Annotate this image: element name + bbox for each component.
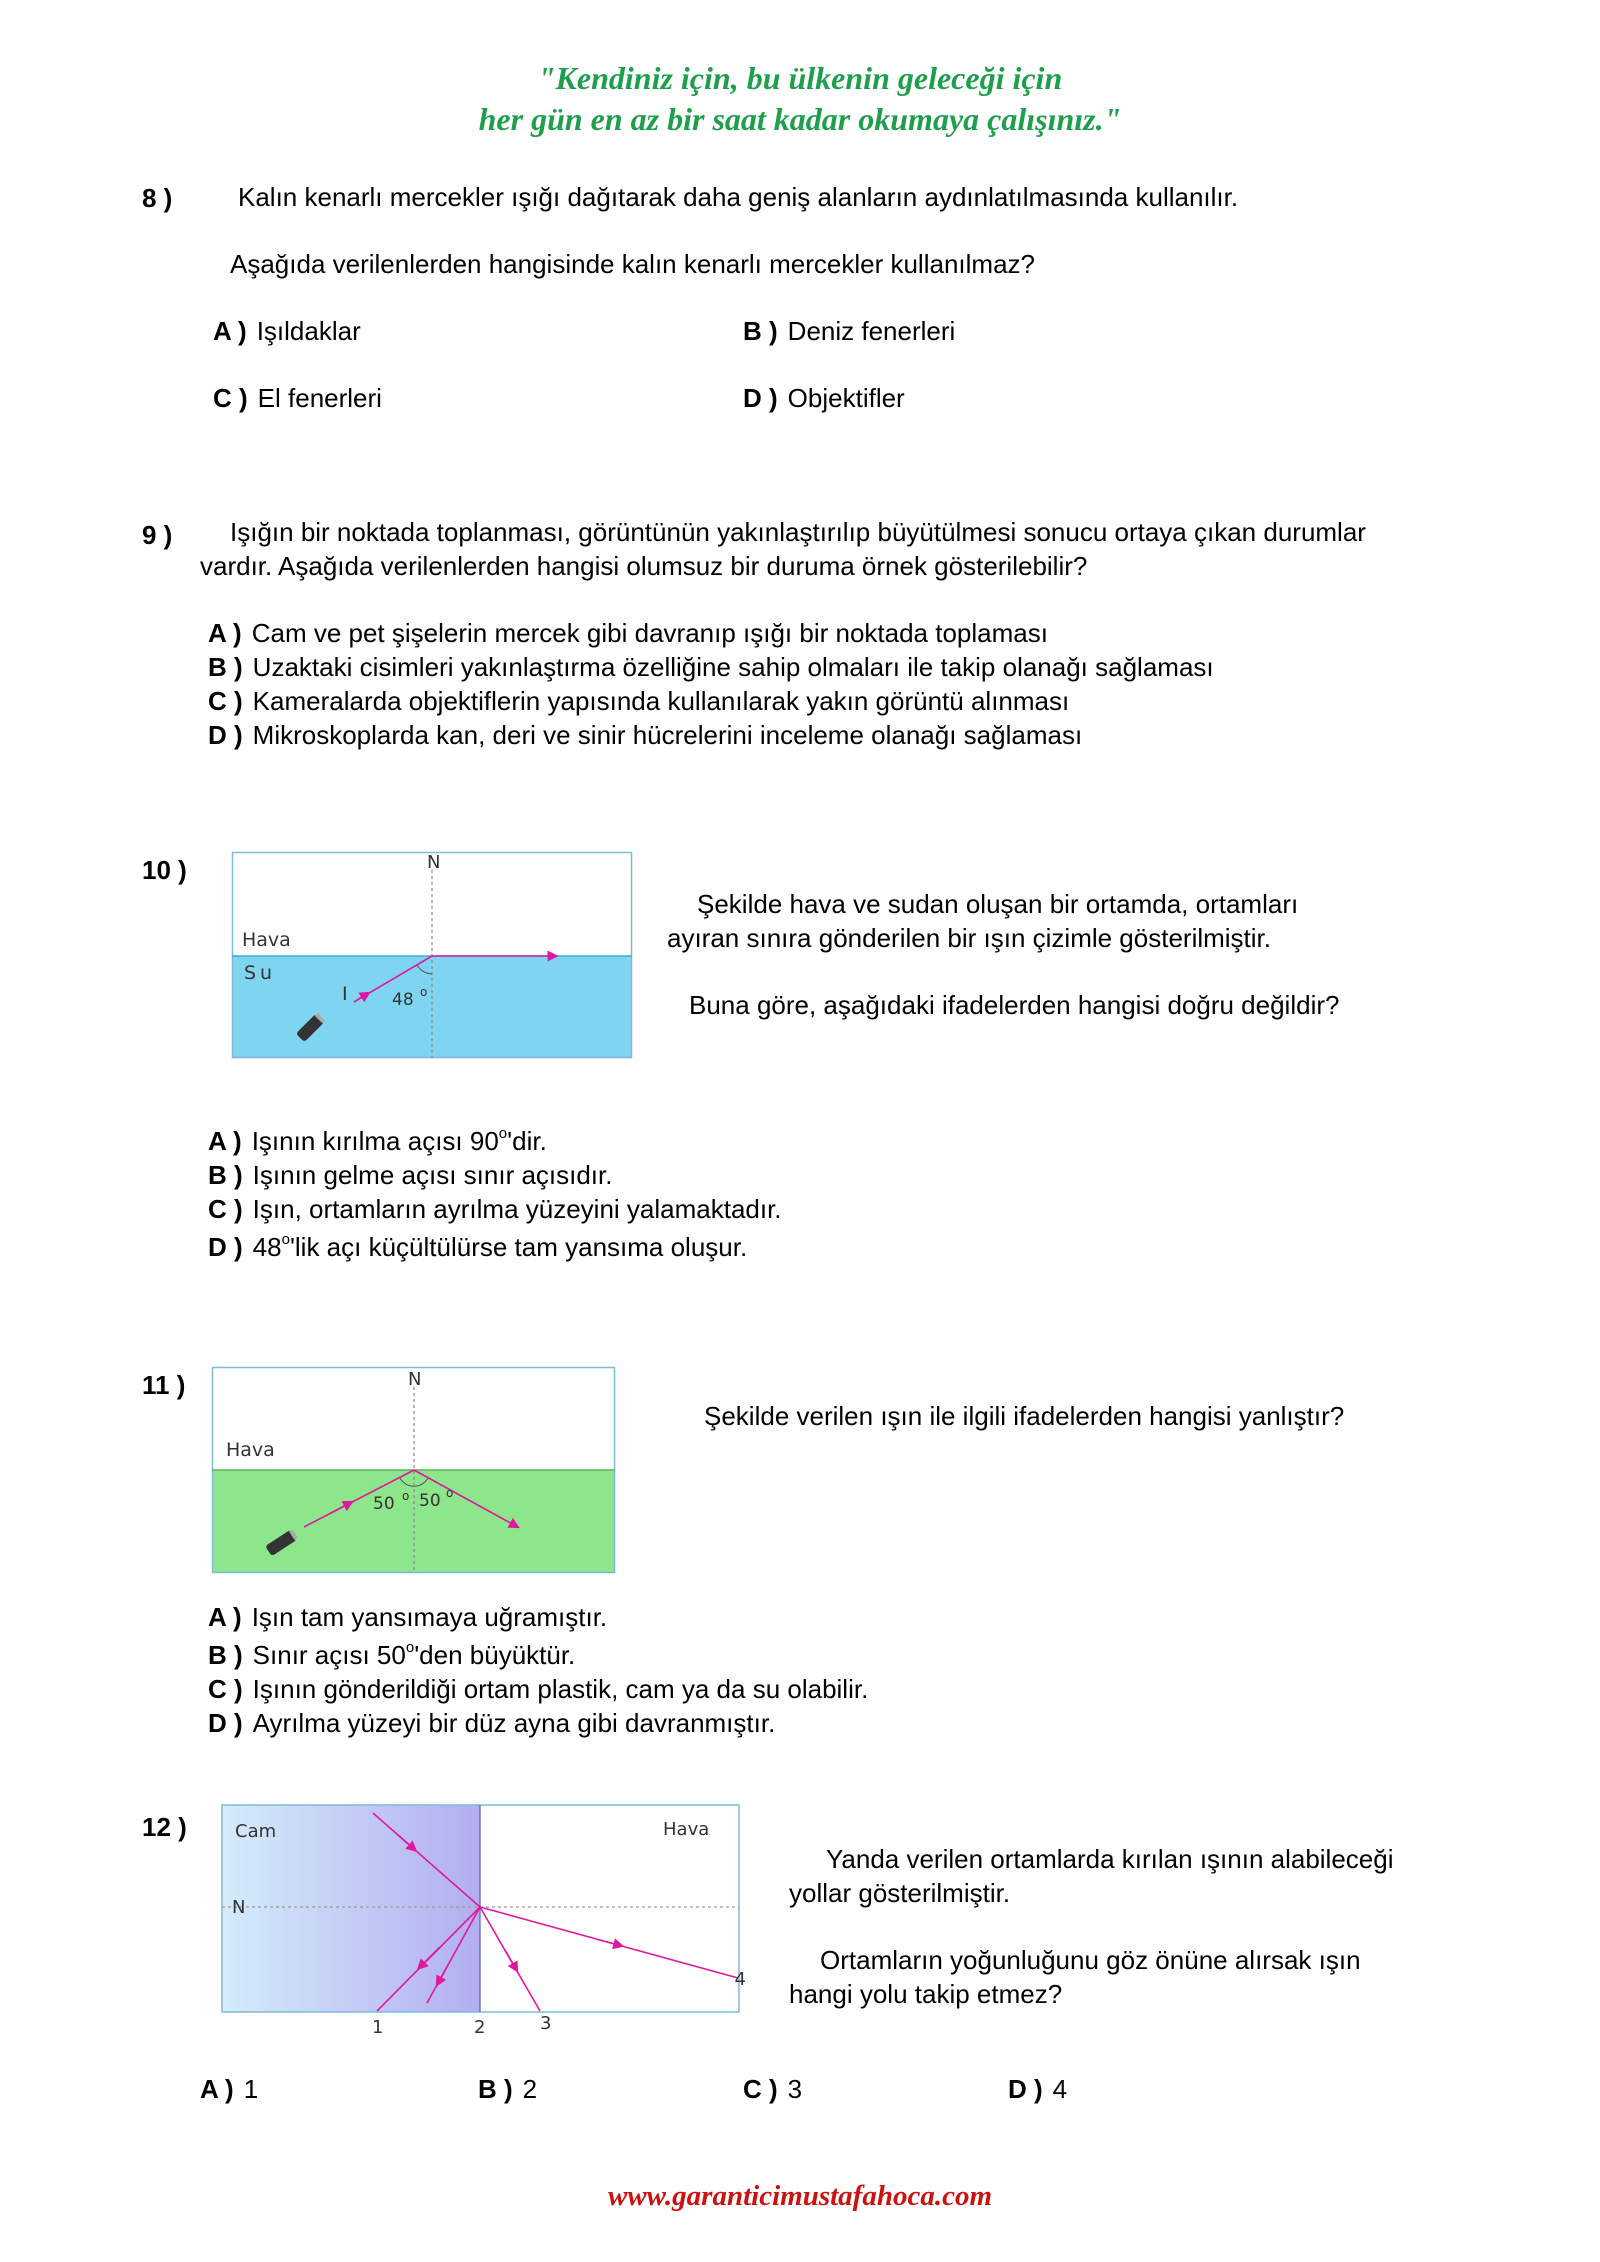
question-9-option-b[interactable]: B ) Uzaktaki cisimleri yakınlaştırma özelliğine sahip olmaları ile takip olanağı sağlaması bbox=[208, 652, 1214, 682]
question-12-figure bbox=[220, 1803, 746, 2043]
normal-label: N bbox=[427, 852, 441, 873]
question-10-option-c[interactable]: C ) Işın, ortamların ayrılma yüzeyini yalamaktadır. bbox=[208, 1194, 782, 1224]
air-label: Hava bbox=[226, 1439, 275, 1461]
question-11-figure bbox=[212, 1367, 615, 1573]
question-11-option-c[interactable]: C ) Işının gönderildiği ortam plastik, cam ya da su olabilir. bbox=[208, 1674, 869, 1704]
question-12-option-c[interactable]: C ) 3 bbox=[743, 2074, 803, 2104]
path-2-label: 2 bbox=[474, 2017, 486, 2038]
question-11-number: 11 ) bbox=[142, 1370, 186, 1400]
question-8-option-d[interactable]: D ) Objektifler bbox=[743, 383, 905, 413]
motto-line-2: her gün en az bir saat kadar okumaya çalışınız." bbox=[478, 101, 1122, 137]
footer-website-link[interactable]: www.garanticimustafahoca.com bbox=[607, 2180, 993, 2212]
question-10-figure bbox=[232, 852, 632, 1058]
question-10-number: 10 ) bbox=[142, 855, 187, 885]
question-10-prompt: Buna göre, aşağıdaki ifadelerden hangisi doğru değildir? bbox=[689, 990, 1340, 1020]
question-11-prompt: Şekilde verilen ışın ile ilgili ifadelerden hangisi yanlıştır? bbox=[704, 1401, 1345, 1431]
question-12-prompt-line-2: hangi yolu takip etmez? bbox=[789, 1979, 1063, 2009]
degree-mark-right: o bbox=[446, 1486, 454, 1500]
water-region bbox=[232, 956, 632, 1058]
angle-label-left: 50 bbox=[373, 1494, 395, 1514]
question-11-option-a[interactable]: A ) Işın tam yansımaya uğramıştır. bbox=[208, 1602, 608, 1632]
glass-label: Cam bbox=[235, 1821, 277, 1842]
question-12-option-a[interactable]: A ) 1 bbox=[200, 2074, 259, 2104]
question-8-option-c[interactable]: C ) El fenerleri bbox=[213, 383, 382, 413]
question-12-number: 12 ) bbox=[142, 1812, 187, 1842]
question-8-statement: Kalın kenarlı mercekler ışığı dağıtarak daha geniş alanların aydınlatılmasında kullanılır. bbox=[238, 182, 1239, 212]
question-12-statement-line-1: Yanda verilen ortamlarda kırılan ışının alabileceği bbox=[826, 1844, 1394, 1874]
path-3-label: 3 bbox=[540, 2013, 552, 2034]
normal-label: N bbox=[408, 1369, 422, 1390]
normal-label: N bbox=[232, 1897, 246, 1918]
question-9-option-a[interactable]: A ) Cam ve pet şişelerin mercek gibi davranıp ışığı bir noktada toplaması bbox=[208, 618, 1048, 648]
question-9-statement-line-2: vardır. Aşağıda verilenlerden hangisi olumsuz bir duruma örnek gösterilebilir? bbox=[200, 551, 1088, 581]
question-12-option-d[interactable]: D ) 4 bbox=[1008, 2074, 1068, 2104]
question-8-prompt: Aşağıda verilenlerden hangisinde kalın kenarlı mercekler kullanılmaz? bbox=[230, 249, 1035, 279]
air-label: Hava bbox=[663, 1819, 710, 1840]
question-8-number: 8 ) bbox=[142, 183, 173, 213]
question-9-statement-line-1: Işığın bir noktada toplanması, görüntünün yakınlaştırılıp büyütülmesi sonucu ortaya çıkan durumlar bbox=[230, 517, 1366, 547]
degree-mark: o bbox=[420, 985, 428, 999]
question-10-statement-line-2: ayıran sınıra gönderilen bir ışın çizimle gösterilmiştir. bbox=[667, 923, 1272, 953]
degree-mark-left: o bbox=[402, 1489, 410, 1503]
question-10-option-b[interactable]: B ) Işının gelme açısı sınır açısıdır. bbox=[208, 1160, 613, 1190]
question-11-option-d[interactable]: D ) Ayrılma yüzeyi bir düz ayna gibi davranmıştır. bbox=[208, 1708, 776, 1738]
path-4-label: 4 bbox=[734, 1969, 746, 1990]
water-label: Su bbox=[244, 962, 277, 984]
ray-label: I bbox=[342, 983, 348, 1005]
question-10-option-d[interactable]: D ) 48$^o$'lik açı küçültülürse tam yansıma oluşur. bbox=[208, 1231, 748, 1262]
question-9-number: 9 ) bbox=[142, 520, 173, 550]
question-12-prompt-line-1: Ortamların yoğunluğunu göz önüne alırsak ışın bbox=[820, 1945, 1361, 1975]
path-1-label: 1 bbox=[372, 2017, 384, 2038]
question-10-option-a[interactable]: A ) Işının kırılma açısı 90$^o$'dir. bbox=[208, 1125, 547, 1156]
question-12-statement-line-2: yollar gösterilmiştir. bbox=[789, 1878, 1011, 1908]
question-8-option-a[interactable]: A ) Işıldaklar bbox=[213, 316, 361, 346]
question-11-option-b[interactable]: B ) Sınır açısı 50$^o$'den büyüktür. bbox=[208, 1639, 576, 1670]
question-9-option-c[interactable]: C ) Kameralarda objektiflerin yapısında kullanılarak yakın görüntü alınması bbox=[208, 686, 1070, 716]
question-12-option-b[interactable]: B ) 2 bbox=[478, 2074, 538, 2104]
question-9-option-d[interactable]: D ) Mikroskoplarda kan, deri ve sinir hücrelerini inceleme olanağı sağlaması bbox=[208, 720, 1083, 750]
air-label: Hava bbox=[242, 929, 291, 951]
angle-label: 48 bbox=[392, 990, 414, 1010]
question-8-option-b[interactable]: B ) Deniz fenerleri bbox=[743, 316, 956, 346]
motto-line-1: "Kendiniz için, bu ülkenin geleceği için bbox=[537, 60, 1063, 96]
angle-label-right: 50 bbox=[419, 1491, 441, 1511]
question-10-statement-line-1: Şekilde hava ve sudan oluşan bir ortamda, ortamları bbox=[697, 889, 1299, 919]
